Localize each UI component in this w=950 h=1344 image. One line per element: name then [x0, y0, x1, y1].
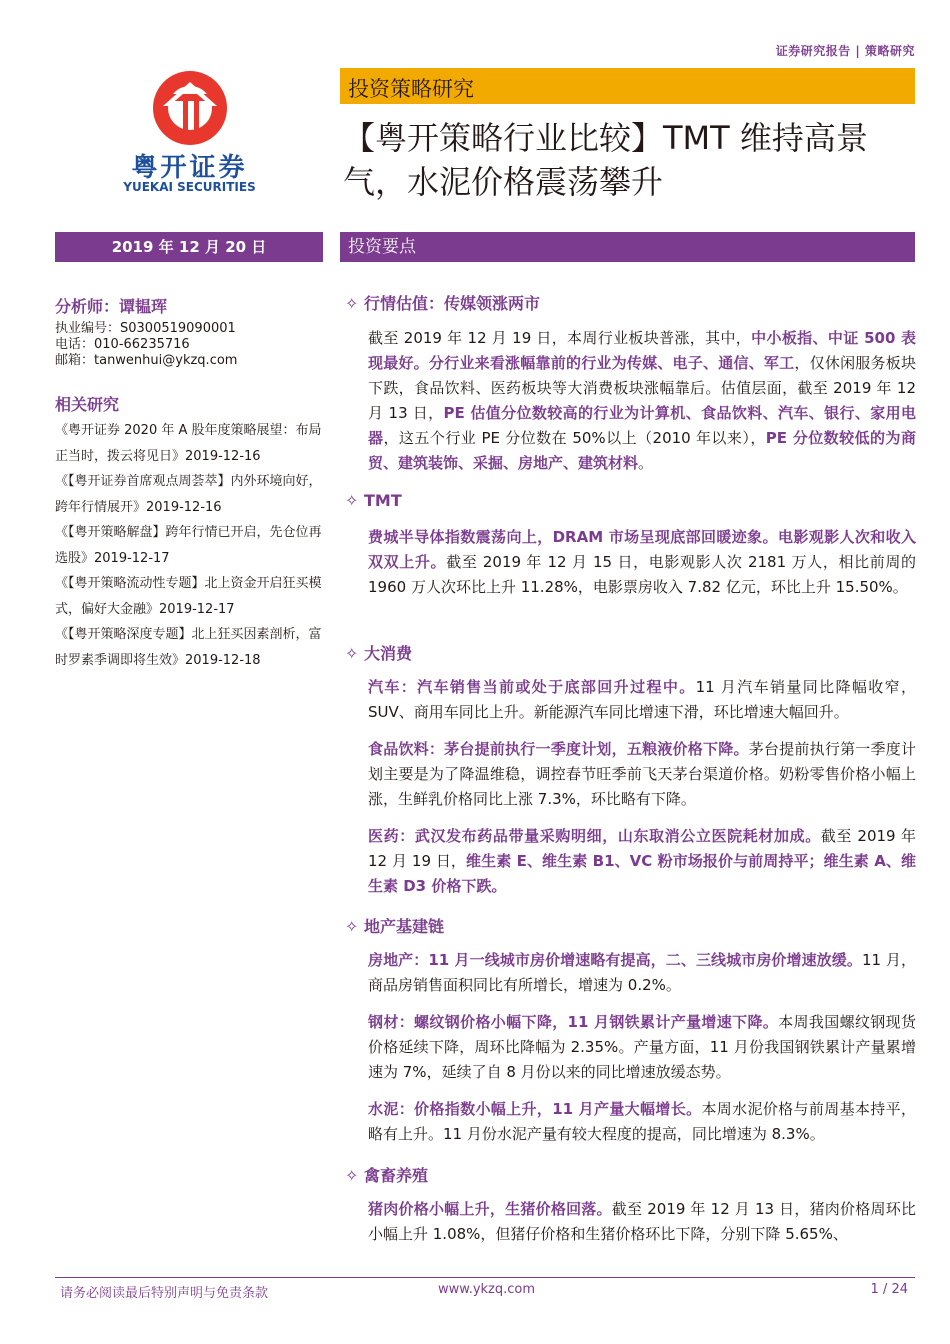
highlight-text: 水泥：价格指数小幅上升，11 月产量大幅增长。 — [368, 1100, 702, 1118]
paragraph-tmt — [368, 525, 916, 600]
key-points-bar — [340, 232, 915, 262]
paragraph-market — [368, 326, 916, 476]
section-heading-livestock: ✧ 禽畜养殖 — [345, 1166, 428, 1185]
body-text: ，仅休闲服务板块下跌，食品饮料、医药板块等大消费板块涨幅靠后。估值层面，截至 2019 年 12 月 13 日， — [368, 354, 916, 422]
body-text: 11 月汽车销量同比降幅收窄，SUV、商用车同比上升。新能源汽车同比增速下滑，环比增速大幅回升。 — [368, 678, 916, 721]
highlight-text: 医药：武汉发布药品带量采购明细，山东取消公立医院耗材加成。 — [368, 827, 821, 845]
key-points-title: 投资要点 — [348, 237, 416, 257]
paragraph-cement — [368, 1097, 916, 1147]
highlight-text: 维生素 E、维生素 B1、VC 粉市场报价与前周持平；维生素 A、维生素 D3 价格下跌。 — [368, 852, 916, 895]
category-label: 投资策略研究 — [348, 77, 474, 101]
highlight-text: 钢材：螺纹钢价格小幅下降，11 月钢铁累计产量增速下降。 — [368, 1013, 779, 1031]
report-date: 2019 年 12 月 20 日 — [55, 232, 323, 262]
body-text: 。 — [638, 454, 654, 472]
paragraph-auto — [368, 675, 916, 725]
body-text: 截至 2019 年 12 月 19 日，本周行业板块普涨，其中， — [368, 329, 752, 347]
body-text: 本周水泥价格与前周基本持平，略有上升。11 月份水泥产量有较大程度的提高，同比增速为 8.3%。 — [368, 1100, 916, 1143]
body-text: 截至 2019 年 12 月 13 日，猪肉价格周环比小幅上升 1.08%，但猪仔价格和生猪价格环比下降，分别下降 5.65%、 — [368, 1200, 916, 1243]
footer-page-number: 1 / 24 — [870, 1282, 908, 1297]
section-heading-market: ✧ 行情估值：传媒领涨两市 — [345, 294, 540, 313]
category-bar — [340, 68, 915, 104]
highlight-text: PE 估值分位数较高的行业为计算机、食品饮料、汽车、银行、家用电器 — [368, 404, 917, 447]
related-research-list — [55, 418, 325, 673]
logo-english-name: YUEKAI SECURITIES — [123, 180, 256, 194]
highlight-text: PE 分位数较低的为商贸、建筑装饰、采掘、房地产、建筑材料 — [368, 429, 916, 472]
highlight-text: 食品饮料：茅台提前执行一季度计划，五粮液价格下降。 — [368, 740, 749, 758]
section-heading-real-estate-chain: ✧ 地产基建链 — [345, 917, 444, 936]
body-text: ，这五个行业 PE 分位数在 50%以上（2010 年以来）， — [383, 429, 766, 447]
report-title: 【粤开策略行业比较】TMT 维持高景气，水泥价格震荡攀升 — [343, 119, 868, 201]
body-text: 截至 2019 年 12 月 19 日， — [368, 827, 916, 870]
analyst-name: 分析师：谭韫珲 — [55, 297, 168, 316]
footer-disclaimer: 请务必阅读最后特别声明与免责条款 — [60, 1286, 269, 1301]
footer-divider — [55, 1277, 915, 1278]
section-heading-tmt: ✧ TMT — [345, 491, 402, 510]
paragraph-real-estate — [368, 948, 916, 998]
paragraph-food-beverage — [368, 737, 916, 812]
related-research-item[interactable]: 《【粤开策略解盘】跨年行情已开启，先仓位再选股》2019-12-17 — [55, 525, 322, 566]
related-research-title: 相关研究 — [55, 395, 120, 414]
highlight-text: 汽车：汽车销售当前或处于底部回升过程中。 — [368, 678, 696, 696]
highlight-text: 猪肉价格小幅上升，生猪价格回落。 — [368, 1200, 612, 1218]
body-text: 截至 2019 年 12 月 15 日，电影观影人次 2181 万人，相比前周的 1960 万人次环比上升 11.28%，电影票房收入 7.82 亿元，环比上升 15.50%。 — [368, 553, 916, 596]
related-research-item[interactable]: 《【粤开策略深度专题】北上狂买因素剖析，富时罗素季调即将生效》2019-12-18 — [55, 627, 322, 668]
body-text: 本周我国螺纹钢现货价格延续下降，周环比降幅为 2.35%。产量方面，11 月份我国钢铁累计产量累增速为 7%，延续了自 8 月份以来的同比增速放缓态势。 — [368, 1013, 916, 1081]
body-text: 11 月，商品房销售面积同比有所增长，增速为 0.2%。 — [368, 951, 916, 994]
paragraph-livestock — [368, 1197, 916, 1247]
analyst-email[interactable]: 邮箱：tanwenhui@ykzq.com — [55, 353, 238, 368]
related-research-item[interactable]: 《粤开证券 2020 年 A 股年度策略展望：布局正当时，拨云将见日》2019-12-16 — [55, 423, 322, 464]
report-type-label: 证券研究报告 | 策略研究 — [775, 44, 915, 58]
logo-chinese-name: 粤开证券 — [131, 153, 248, 183]
highlight-text: 中小板指、中证 500 表现最好。分行业来看涨幅靠前的行业为传媒、电子、通信、军工 — [368, 329, 916, 372]
analyst-license: 执业编号：S0300519090001 — [55, 321, 236, 336]
related-research-item[interactable]: 《【粤开证券首席观点周荟萃】内外环境向好，跨年行情展开》2019-12-16 — [55, 474, 322, 515]
footer-website-link[interactable]: www.ykzq.com — [438, 1282, 536, 1297]
paragraph-pharma — [368, 824, 916, 899]
highlight-text: 费城半导体指数震荡向上，DRAM 市场呈现底部回暖迹象。电影观影人次和收入双双上升。 — [368, 528, 916, 571]
body-text: 茅台提前执行第一季度计划主要是为了降温维稳，调控春节旺季前飞天茅台渠道价格。奶粉零售价格小幅上涨，生鲜乳价格同比上涨 7.3%，环比略有下降。 — [368, 740, 916, 808]
paragraph-steel — [368, 1010, 916, 1085]
related-research-item[interactable]: 《【粤开策略流动性专题】北上资金开启狂买模式，偏好大金融》2019-12-17 — [55, 576, 322, 617]
section-heading-consumption: ✧ 大消费 — [345, 644, 412, 663]
highlight-text: 房地产：11 月一线城市房价增速略有提高，二、三线城市房价增速放缓。 — [368, 951, 862, 969]
analyst-phone: 电话：010-66235716 — [55, 337, 190, 352]
